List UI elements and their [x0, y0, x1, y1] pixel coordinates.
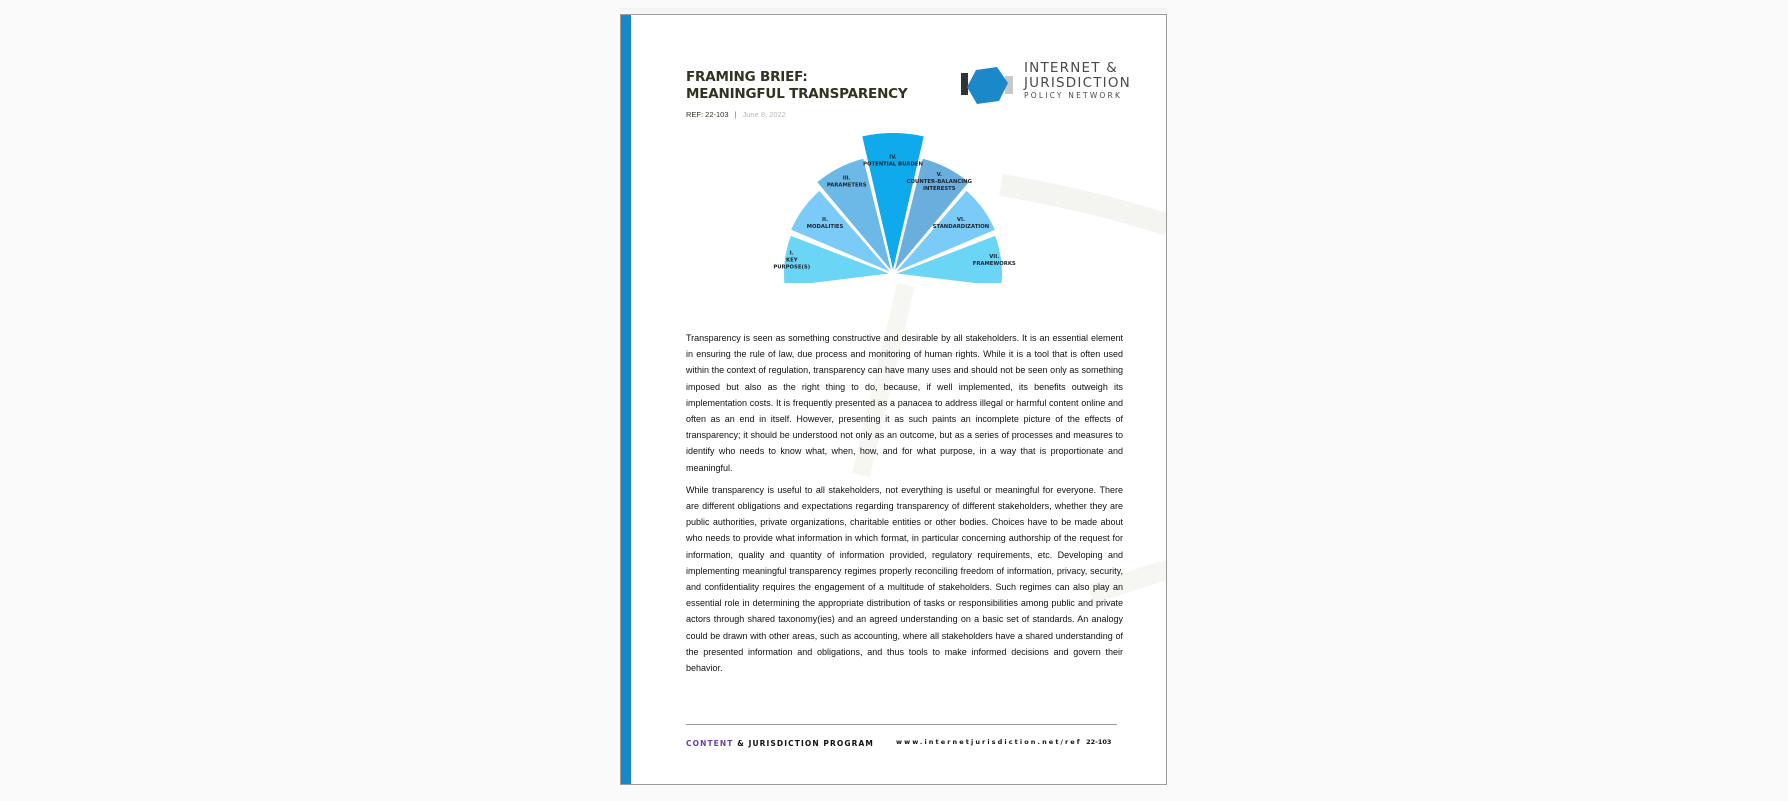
footer-ref-number: 22-103 — [1086, 738, 1112, 746]
logo-line-1: INTERNET & — [1024, 60, 1118, 76]
document-page — [620, 14, 1167, 785]
fan-segment-6-label: STANDARDIZATION — [932, 224, 990, 231]
footer-url[interactable] — [896, 738, 1111, 746]
body-paragraph-1: Transparency is seen as something constructive and desirable by all stakeholders. It is an essential element in ensuring the rule of law, due process and monitoring of human rights. While it is a tool that is often used within the context of regulation, transparency can have many uses and should not be seen only as something imposed but also as the right thing to do, because, if well implemented, its benefits outweigh its implementation costs. It is frequently presented as a panacea to address illegal or harmful content online and often as an end in itself. However, presenting it as such paints an incomplete picture of the effects of transparency; it should be understood not only as an outcome, but as a series of processes and measures to identify who needs to know what, when, how, and for what purpose, in a way that is proportionate and meaningful. — [686, 333, 1123, 473]
fan-segment-5-label: INTERESTS — [923, 186, 956, 193]
reference-line — [686, 110, 786, 119]
fan-segment-4-label: POTENTIAL BURDEN — [863, 161, 923, 168]
logo-line-3: POLICY NETWORK — [1024, 91, 1123, 100]
logo-dark-bar — [961, 73, 968, 95]
title-line-1: FRAMING BRIEF: — [686, 69, 808, 85]
body-paragraph-2: While transparency is useful to all stakeholders, not everything is useful or meaningful for everyone. There are different obligations and expectations regarding transparency of different stakeholders, whether they are public authorities, private organizations, charitable entities or other bodies. Choices have to be made about who needs to provide what information in which format, in particular concerning authorship of the request for information, quality and quantity of information provided, regulatory requirements, etc. Developing and implementing meaningful transparency regimes properly reconciling freedom of information, privacy, security, and confidentiality requires the engagement of a multitude of stakeholders. Such regimes can also play an essential role in determining the appropriate distribution of tasks or responsibilities among public and private actors through shared taxonomy(ies) and an agreed understanding on a basic set of standards. An analogy could be drawn with other areas, such as accounting, where all stakeholders have a shared understanding of the presented information and obligations, and thus tools to make informed decisions and govern their behavior. — [686, 484, 1123, 674]
fan-segment-7-numeral: VII. — [989, 254, 1000, 261]
fan-segment-4-numeral: IV. — [889, 154, 897, 161]
fan-segment-1-label: PURPOSE(S) — [773, 264, 811, 271]
fan-segment-2-numeral: II. — [822, 217, 829, 224]
footer-divider — [686, 724, 1117, 725]
reference-separator: | — [734, 110, 737, 119]
logo-wordmark — [1024, 61, 1131, 101]
fan-segment-2-label: MODALITIES — [806, 224, 844, 231]
fan-segment-3-numeral: III. — [842, 175, 851, 182]
footer-program-word: CONTENT — [686, 739, 734, 748]
fan-segment-3-label: PARAMETERS — [826, 182, 867, 189]
fan-segment-1-label: KEY — [785, 257, 798, 264]
document-date: June 8, 2022 — [742, 110, 786, 119]
reference-number: REF: 22-103 — [686, 110, 729, 119]
fan-segment-6-numeral: VI. — [956, 217, 966, 224]
footer-program-name — [686, 739, 874, 748]
framework-fan-diagram — [733, 133, 1053, 283]
logo-line-2: JURISDICTION — [1024, 75, 1131, 91]
footer-program-rest: & JURISDICTION PROGRAM — [733, 739, 874, 748]
title-line-2: MEANINGFUL TRANSPARENCY — [686, 85, 908, 102]
fan-segment-5-label: COUNTER-BALANCING — [906, 179, 972, 186]
fan-segment-1-numeral: I. — [789, 250, 794, 257]
document-title — [686, 69, 907, 102]
footer-url-text[interactable]: www.internetjurisdiction.net/ref — [896, 738, 1082, 746]
fan-segment-5-numeral: V. — [936, 172, 943, 179]
logo-hexagon-icon — [967, 67, 1008, 104]
fan-segment-7-label: FRAMEWORKS — [972, 261, 1016, 268]
body-text — [686, 330, 1123, 682]
